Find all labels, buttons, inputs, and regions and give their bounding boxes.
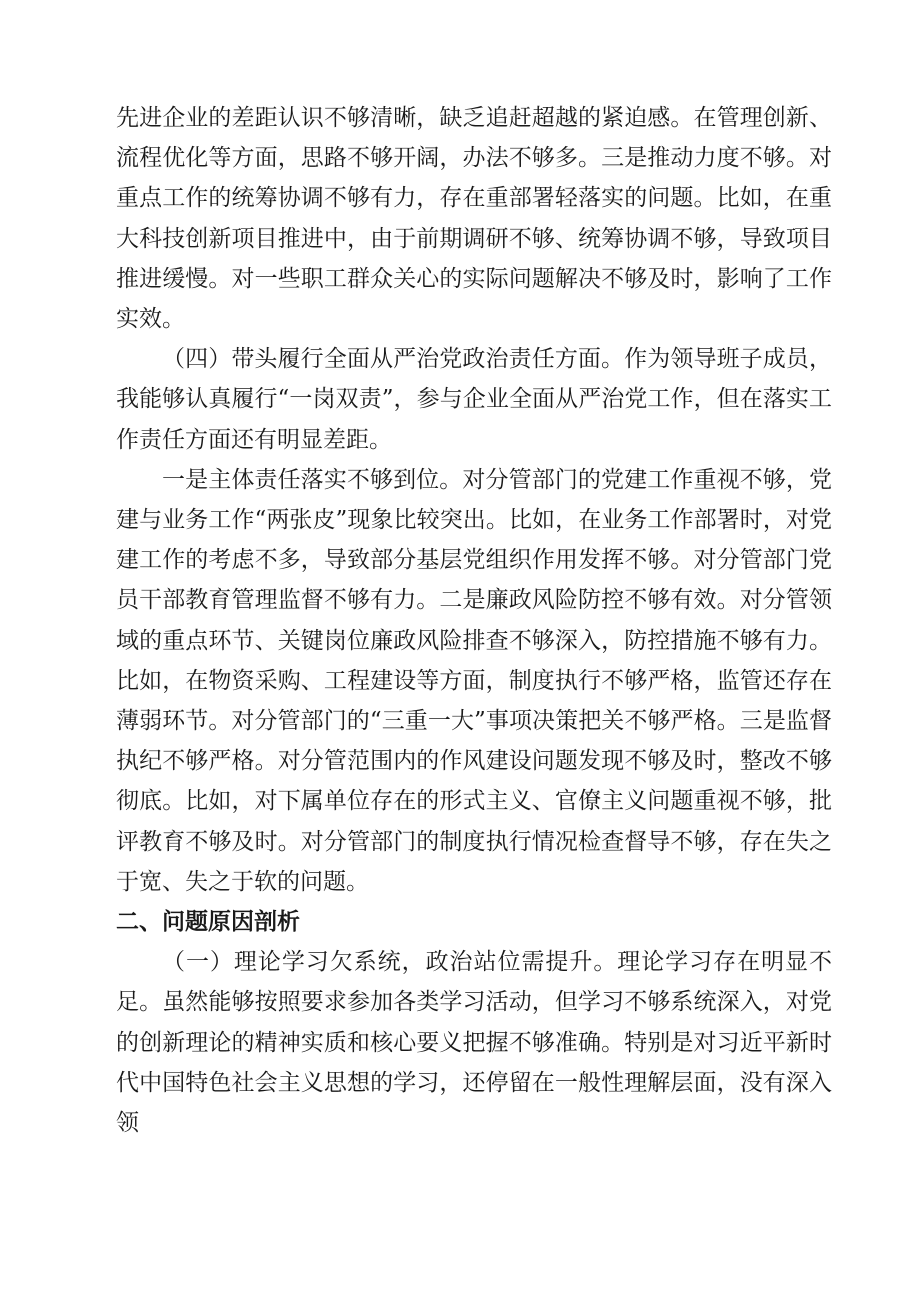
document-body	[116, 98, 832, 1143]
paragraph-continuation: 先进企业的差距认识不够清晰，缺乏追赶超越的紧迫感。在管理创新、流程优化等方面，思路不够开阔，办法不够多。三是推动力度不够。对重点工作的统筹协调不够有力，存在重部署轻落实的问题。比如，在重大科技创新项目推进中，由于前期调研不够、统筹协调不够，导致项目推进缓慢。对一些职工群众关心的实际问题解决不够及时，影响了工作实效。	[116, 105, 832, 333]
paragraph-section-four: （四）带头履行全面从严治党政治责任方面。作为领导班子成员，我能够认真履行“一岗双责”，参与企业全面从严治党工作，但在落实工作责任方面还有明显差距。	[116, 346, 832, 453]
paragraph-responsibility-issues: 一是主体责任落实不够到位。对分管部门的党建工作重视不够，党建与业务工作“两张皮”现象比较突出。比如，在业务工作部署时，对党建工作的考虑不多，导致部分基层党组织作用发挥不够。对分管部门党员干部教育管理监督不够有力。二是廉政风险防控不够有效。对分管领域的重点环节、关键岗位廉政风险排查不够深入，防控措施不够有力。比如，在物资采购、工程建设等方面，制度执行不够严格，监管还存在薄弱环节。对分管部门的“三重一大”事项决策把关不够严格。三是监督执纪不够严格。对分管范围内的作风建设问题发现不够及时，整改不够彻底。比如，对下属单位存在的形式主义、官僚主义问题重视不够，批评教育不够及时。对分管部门的制度执行情况检查督导不够，存在失之于宽、失之于软的问题。	[116, 466, 832, 895]
paragraph-theory-study: （一）理论学习欠系统，政治站位需提升。理论学习存在明显不足。虽然能够按照要求参加各类学习活动，但学习不够系统深入，对党的创新理论的精神实质和核心要义把握不够准确。特别是对习近平新时代中国特色社会主义思想的学习，还停留在一般性理解层面，没有深入领	[116, 949, 832, 1137]
section-heading-cause-analysis: 二、问题原因剖析	[116, 909, 300, 936]
